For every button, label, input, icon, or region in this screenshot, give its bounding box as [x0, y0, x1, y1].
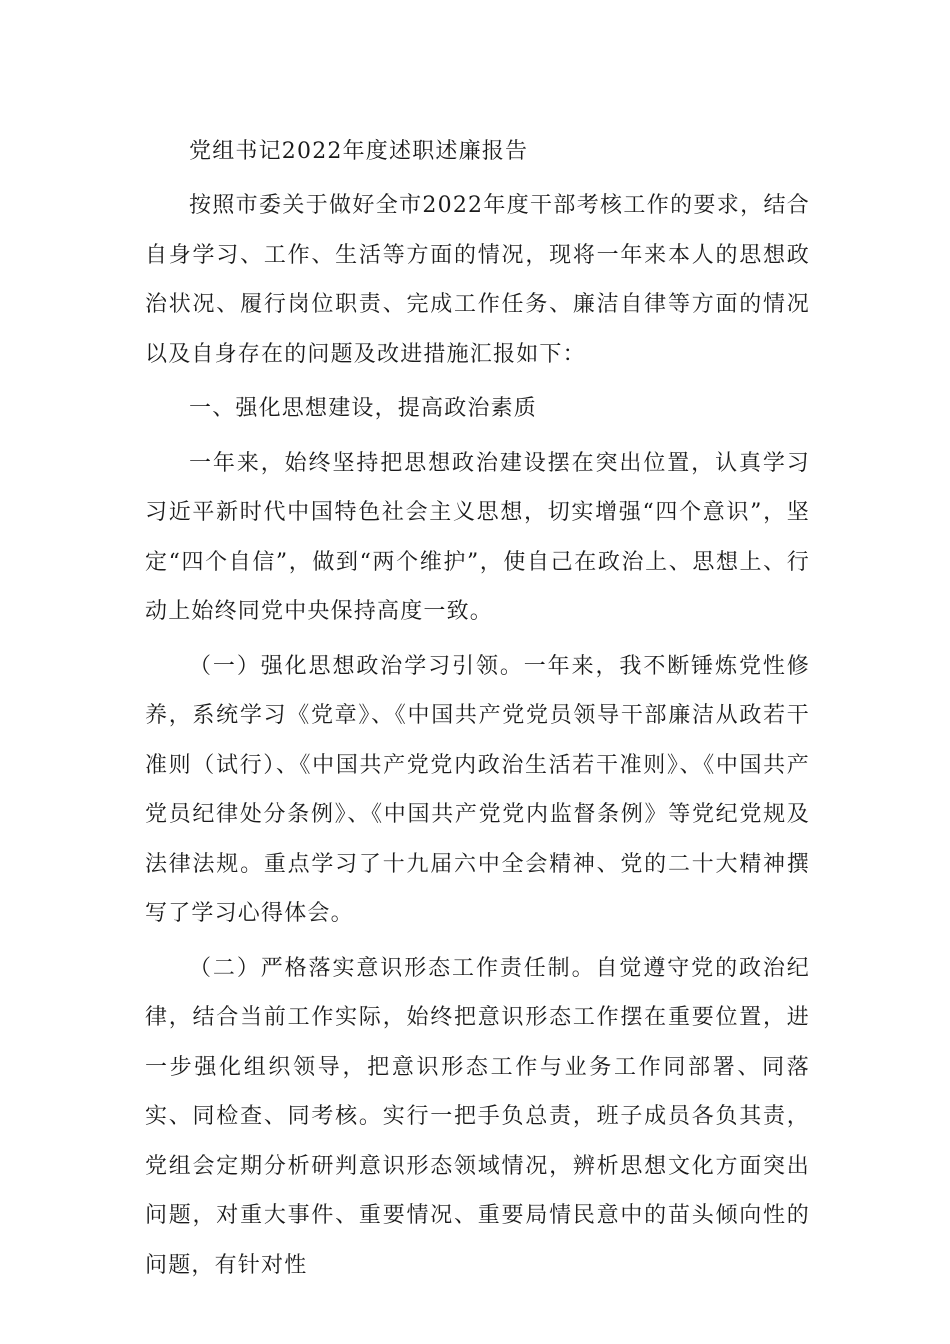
document-body — [145, 128, 810, 1290]
document-title: 党组书记2022年度述职述廉报告 — [189, 139, 529, 164]
paragraph-subsection-2: （二）严格落实意识形态工作责任制。自觉遵守党的政治纪律，结合当前工作实际，始终把意识形态工作摆在重要位置，进一步强化组织领导，把意识形态工作与业务工作同部署、同落实、同检查、同考核。实行一把手负总责，班子成员各负其责，党组会定期分析研判意识形态领域情况，辨析思想文化方面突出问题，对重大事件、重要情况、重要局情民意中的苗头倾向性的问题，有针对性 — [145, 955, 810, 1278]
paragraph-intro: 按照市委关于做好全市2022年度干部考核工作的要求，结合自身学习、工作、生活等方面的情况，现将一年来本人的思想政治状况、履行岗位职责、完成工作任务、廉洁自律等方面的情况以及自身存在的问题及改进措施汇报如下： — [145, 193, 810, 367]
paragraph-section-1: 一年来，始终坚持把思想政治建设摆在突出位置，认真学习习近平新时代中国特色社会主义思想，切实增强“四个意识”，坚定“四个自信”，做到“两个维护”，使自己在政治上、思想上、行动上始终同党中央保持高度一致。 — [145, 450, 810, 624]
section-heading-1: 一、强化思想建设，提高政治素质 — [189, 396, 538, 421]
paragraph-subsection-1: （一）强化思想政治学习引领。一年来，我不断锤炼党性修养，系统学习《党章》、《中国共产党党员领导干部廉洁从政若干准则（试行）、《中国共产党党内政治生活若干准则》、《中国共产党员纪律处分条例》、《中国共产党党内监督条例》等党纪党规及法律法规。重点学习了十九届六中全会精神、党的二十大精神撰写了学习心得体会。 — [145, 653, 810, 926]
